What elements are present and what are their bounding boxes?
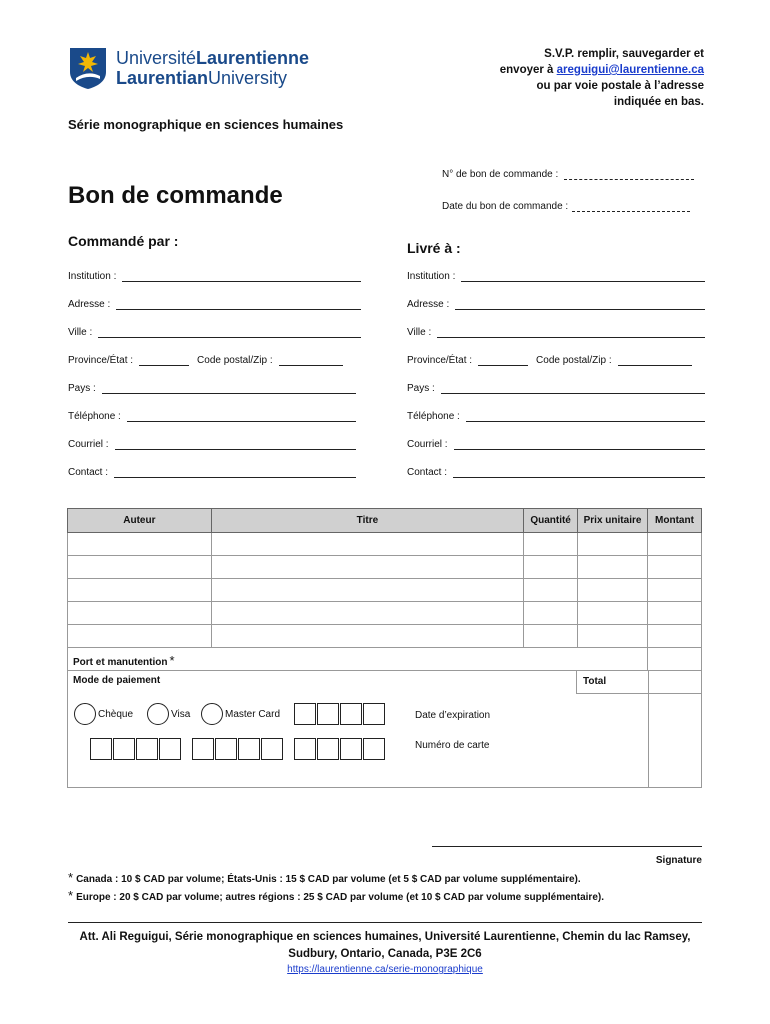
digit-box[interactable] [363,738,385,760]
university-wordmark [116,48,309,88]
input-line[interactable] [122,272,361,282]
field-label: Institution : [68,271,117,282]
shipping-row [68,648,702,671]
expiry-date-label: Date d’expiration [415,710,491,721]
instructions-line-2 [464,62,704,78]
instructions-line-4: indiquée en bas. [613,96,704,108]
field-label: Courriel : [68,439,109,450]
order-number-line[interactable] [564,170,694,180]
input-line[interactable] [98,328,361,338]
field-label: Code postal/Zip : [536,355,612,366]
signature-label: Signature [655,855,702,866]
title-cell[interactable] [211,533,523,556]
column-header-amount: Montant [648,509,702,533]
address-line-1: Att. Ali Reguigui, Série monographique en sciences humaines, Université Laurentienne, Chemin du lac Ramsey, [79,931,691,943]
shipping-footnote-star: * [169,653,175,668]
payment-option-mastercard[interactable] [201,703,280,725]
card-number-group-2[interactable] [192,738,284,760]
field-label: Institution : [407,271,456,282]
delivered-to-heading: Livré à : [407,240,461,256]
field-label: Contact : [68,467,109,478]
order-date-field[interactable] [442,201,690,212]
website-link[interactable]: https://laurentienne.ca/serie-monographique [287,964,483,975]
input-line[interactable] [115,440,356,450]
wordmark-bold-1: Laurentienne [196,48,310,68]
table-row [68,556,702,579]
card-number-group-3[interactable] [294,738,386,760]
input-line[interactable] [102,384,356,394]
card-number-label: Numéro de carte [415,740,490,751]
quantity-cell[interactable] [524,533,578,556]
field-label: Code postal/Zip : [197,355,273,366]
digit-box[interactable] [340,738,362,760]
author-cell[interactable] [68,625,212,648]
table-row [68,602,702,625]
ordered-phone-field[interactable] [68,408,356,422]
delivered-contact-field[interactable] [407,464,705,478]
delivered-country-field[interactable] [407,380,705,394]
wordmark-light-2: University [208,68,288,88]
email-link[interactable]: areguigui@laurentienne.ca [556,64,704,76]
option-label: Visa [171,708,191,720]
address-line-2: Sudbury, Ontario, Canada, P3E 2C6 [288,948,482,960]
shipping-label: Port et manutention [73,657,168,668]
digit-box[interactable] [340,703,362,725]
digit-box[interactable] [90,738,112,760]
field-label: Adresse : [68,299,111,310]
shipping-footnote-1 [68,870,581,885]
digit-box[interactable] [363,703,385,725]
province-line[interactable] [478,356,528,366]
author-cell[interactable] [68,533,212,556]
digit-box[interactable] [317,738,339,760]
footnote-text: Canada : 10 $ CAD par volume; États-Unis : 15 $ CAD par volume (et 5 $ CAD par volume supplémentaire). [76,874,581,885]
input-line[interactable] [114,468,356,478]
shipping-label-cell [68,648,648,671]
footer-divider [68,922,702,923]
table-header-row [68,509,702,533]
amount-cell[interactable] [648,556,702,579]
title-cell[interactable] [211,602,523,625]
digit-box[interactable] [113,738,135,760]
option-label: Chèque [98,708,134,720]
input-line[interactable] [455,300,705,310]
digit-box[interactable] [294,703,316,725]
table-row [68,579,702,602]
quantity-cell[interactable] [524,602,578,625]
input-line[interactable] [453,468,705,478]
field-label: Contact : [407,467,448,478]
digit-box[interactable] [238,738,260,760]
shipping-footnote-2 [68,888,604,903]
instructions-line-1: S.V.P. remplir, sauvegarder et [544,48,704,60]
ordered-email-field[interactable] [68,436,356,450]
series-title: Série monographique en sciences humaines [68,117,344,132]
ordered-province-postal-field[interactable] [68,352,351,366]
delivered-phone-field[interactable] [407,408,705,422]
payment-option-cheque[interactable] [74,703,133,725]
wordmark-line-1 [116,48,309,68]
payment-method-label: Mode de paiement [73,675,161,686]
unit-price-cell[interactable] [578,625,648,648]
instructions-line-3: ou par voie postale à l’adresse [536,80,704,92]
page-title: Bon de commande [68,182,283,209]
digit-box[interactable] [192,738,214,760]
footnote-text: Europe : 20 $ CAD par volume; autres régions : 25 $ CAD par volume (et 10 $ CAD par volume supplémentaire). [76,892,604,903]
input-line[interactable] [441,384,705,394]
field-label: Province/État : [68,355,134,366]
unit-price-cell[interactable] [578,533,648,556]
title-cell[interactable] [211,625,523,648]
field-label: Ville : [68,327,93,338]
delivered-email-field[interactable] [407,436,705,450]
unit-price-cell[interactable] [578,579,648,602]
postal-line[interactable] [618,356,692,366]
title-cell[interactable] [211,556,523,579]
card-number-group-1[interactable] [90,738,182,760]
field-label: Ville : [407,327,432,338]
order-number-field[interactable] [442,169,694,180]
amount-cell[interactable] [648,579,702,602]
input-line[interactable] [437,328,705,338]
field-label: Province/État : [407,355,473,366]
unit-price-cell[interactable] [578,602,648,625]
author-cell[interactable] [68,602,212,625]
order-items-table [67,508,702,671]
digit-box[interactable] [294,738,316,760]
option-label: Master Card [225,708,281,720]
digit-box[interactable] [261,738,283,760]
input-line[interactable] [461,272,705,282]
order-date-label: Date du bon de commande : [442,201,569,212]
footnote-star: * [68,888,74,903]
field-label: Téléphone : [407,411,460,422]
instructions-prefix: envoyer à [499,64,557,76]
author-cell[interactable] [68,579,212,602]
amount-cell[interactable] [648,602,702,625]
radio-button[interactable] [147,703,169,725]
digit-box[interactable] [317,703,339,725]
input-line[interactable] [127,412,356,422]
title-cell[interactable] [211,579,523,602]
total-label: Total [583,676,607,687]
footnote-star: * [68,870,74,885]
digit-box[interactable] [136,738,158,760]
ordered-city-field[interactable] [68,324,361,338]
radio-button[interactable] [74,703,96,725]
radio-button[interactable] [201,703,223,725]
field-label: Pays : [68,383,96,394]
delivered-institution-field[interactable] [407,268,705,282]
digit-box[interactable] [215,738,237,760]
column-header-title: Titre [211,509,523,533]
table-row [68,625,702,648]
input-line[interactable] [116,300,361,310]
quantity-cell[interactable] [524,625,578,648]
total-side-cell [648,693,702,788]
ordered-address-field[interactable] [68,296,361,310]
field-label: Pays : [407,383,435,394]
column-header-unit-price: Prix unitaire [578,509,648,533]
column-header-author: Auteur [68,509,212,533]
order-date-line[interactable] [572,202,690,212]
delivered-city-field[interactable] [407,324,705,338]
field-label: Adresse : [407,299,450,310]
delivered-province-postal-field[interactable] [407,352,700,366]
quantity-cell[interactable] [524,556,578,579]
table-row [68,533,702,556]
delivered-address-field[interactable] [407,296,705,310]
expiry-date-boxes[interactable] [294,703,386,725]
payment-section [67,670,649,788]
amount-cell[interactable] [648,625,702,648]
ordered-contact-field[interactable] [68,464,356,478]
total-amount-cell[interactable] [648,670,702,694]
payment-option-visa[interactable] [147,703,190,725]
amount-cell[interactable] [648,533,702,556]
mailing-address [60,929,710,963]
ordered-institution-field[interactable] [68,268,361,282]
postal-line[interactable] [279,356,343,366]
digit-box[interactable] [159,738,181,760]
input-line[interactable] [466,412,705,422]
submission-instructions [464,46,704,110]
author-cell[interactable] [68,556,212,579]
wordmark-bold-2: Laurentian [116,68,209,88]
wordmark-line-2 [116,68,309,88]
footer-url [60,964,710,975]
unit-price-cell[interactable] [578,556,648,579]
quantity-cell[interactable] [524,579,578,602]
field-label: Téléphone : [68,411,121,422]
wordmark-light-1: Université [116,48,197,68]
province-line[interactable] [139,356,189,366]
signature-line[interactable] [432,846,702,847]
field-label: Courriel : [407,439,448,450]
shipping-amount-cell[interactable] [648,648,702,671]
ordered-country-field[interactable] [68,380,356,394]
column-header-quantity: Quantité [524,509,578,533]
ordered-by-heading: Commandé par : [68,233,179,249]
order-number-label: N° de bon de commande : [442,169,559,180]
university-shield-logo [68,46,108,90]
input-line[interactable] [454,440,705,450]
